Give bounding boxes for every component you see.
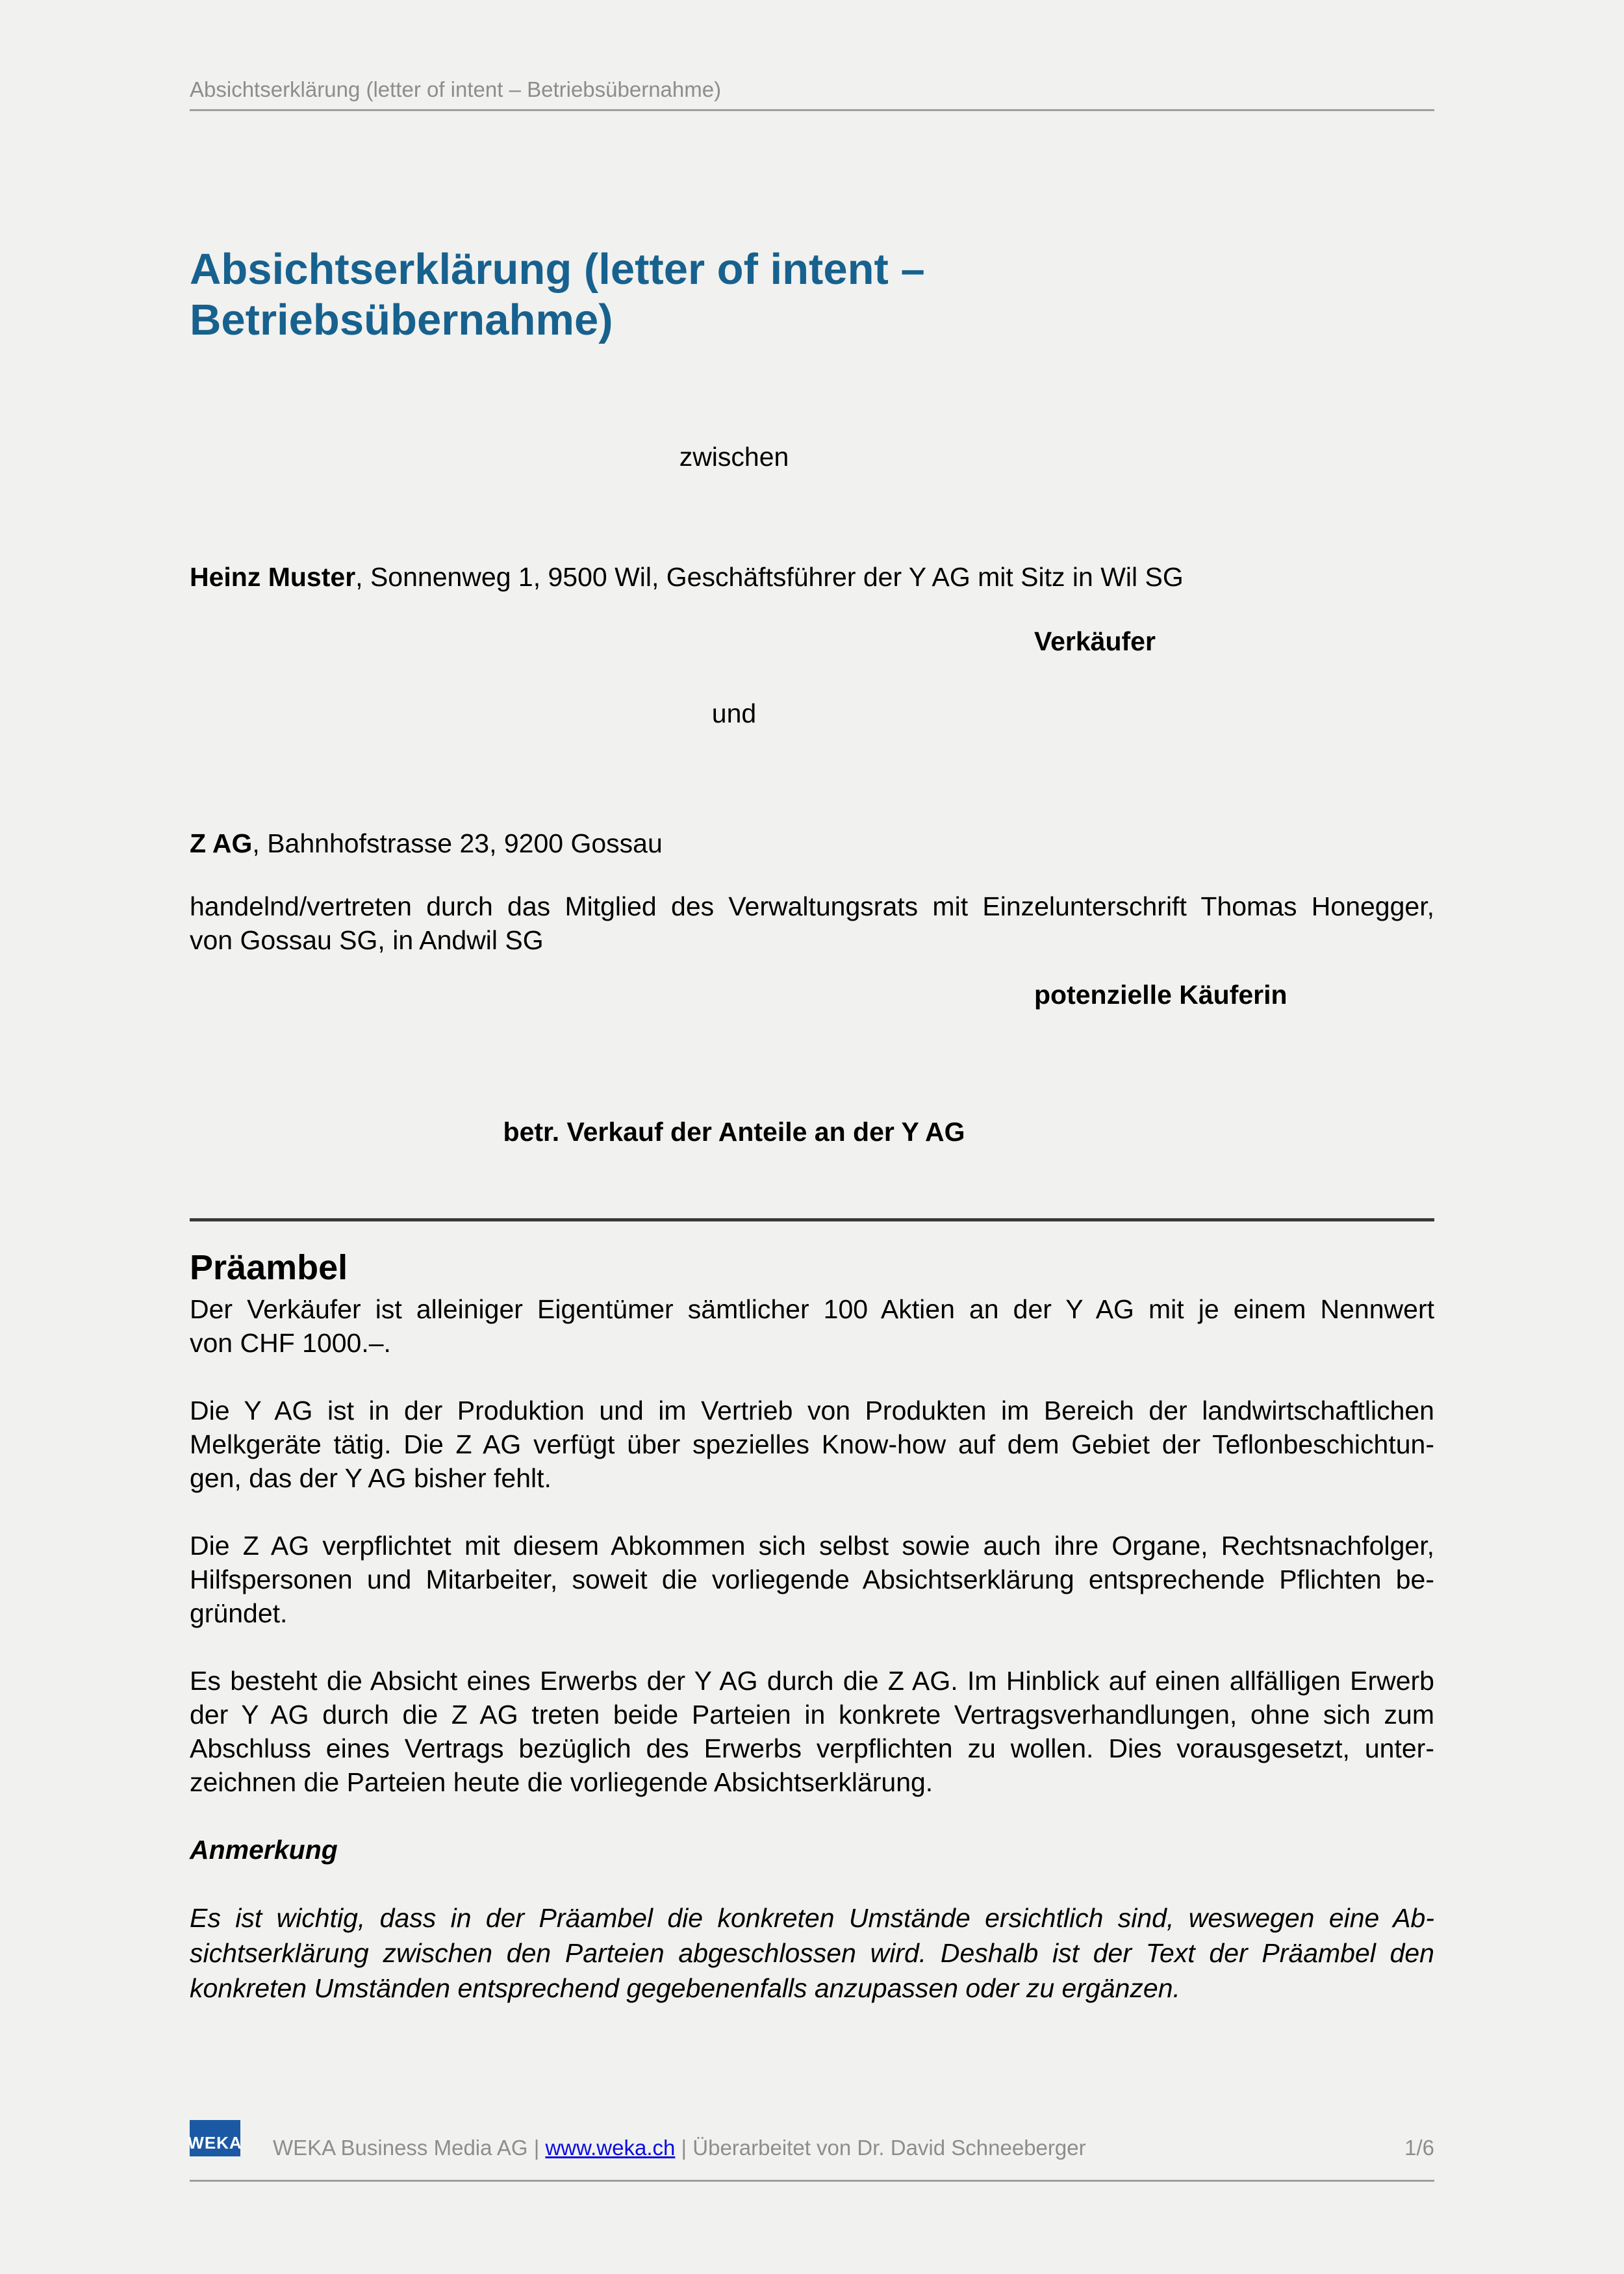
preamble-paragraph-2: Die Y AG ist in der Produktion und im Vertrieb von Produkten im Bereich der landwirtschaftlichen Melkgeräte tätig. Die Z AG verfügt über spezielles Know-how auf dem Gebiet der Teflonbeschichtun- gen, das der Y AG bisher fehlt. xyxy=(190,1396,1434,1493)
footer-company: WEKA Business Media AG xyxy=(273,2136,528,2160)
buyer-representation: handelnd/vertreten durch das Mitglied des Verwaltungsrats mit Einzelunterschrift Thomas Honegger, von Gossau SG, in Andwil SG xyxy=(190,891,1434,955)
footer-link[interactable]: www.weka.ch xyxy=(545,2136,676,2160)
subject-line: betr. Verkauf der Anteile an der Y AG xyxy=(503,1117,965,1147)
and-label: und xyxy=(711,698,757,728)
footer-pipe-1: | xyxy=(533,2136,540,2160)
preamble-paragraph-3: Die Z AG verpflichtet mit diesem Abkommen sich selbst sowie auch ihre Organe, Rechtsnachfolger, Hilfspersonen und Mitarbeiter, soweit die vorliegende Absichtserklärung entsprechende Pflichten be- gründet. xyxy=(190,1531,1434,1628)
header-rule xyxy=(190,109,1434,111)
note-paragraph: Es ist wichtig, dass in der Präambel die konkreten Umstände ersichtlich sind, weswegen eine Ab- sichtserklärung zwischen den Parteien abgeschlossen wird. Deshalb ist der Text der Präambel den konkreten Umständen entsprechend gegebenenfalls anzupassen oder zu ergänzen. xyxy=(190,1903,1434,2003)
footer-text xyxy=(273,2134,1247,2162)
buyer-line xyxy=(190,826,1434,860)
preamble-paragraph-1: Der Verkäufer ist alleiniger Eigentümer sämtlicher 100 Aktien an der Y AG mit je einem Nennwert von CHF 1000.–. xyxy=(190,1294,1434,1358)
buyer-role-label: potenzielle Käuferin xyxy=(1034,980,1288,1010)
footer-rule xyxy=(190,2180,1434,2182)
note-heading: Anmerkung xyxy=(190,1835,338,1865)
preamble-paragraph-4: Es besteht die Absicht eines Erwerbs der Y AG durch die Z AG. Im Hinblick auf einen allfälligen Erwerb der Y AG durch die Z AG treten beide Parteien in konkrete Vertragsverhandlungen, ohne sich zum Abschluss eines Vertrags bezüglich des Erwerbs verpflichten zu wollen. Dies vorausgesetzt, unter- zeichnen die Parteien heute die vorliegende Absichtserklärung. xyxy=(190,1666,1434,1797)
running-header: Absichtserklärung (letter of intent – Betriebsübernahme) xyxy=(190,77,722,101)
weka-logo xyxy=(190,2120,240,2156)
seller-details: , Sonnenweg 1, 9500 Wil, Geschäftsführer der Y AG mit Sitz in Wil SG xyxy=(355,562,1184,592)
footer-pipe-2: | xyxy=(681,2136,687,2160)
page-number: 1/6 xyxy=(1404,2136,1434,2160)
page-title: Absichtserklärung (letter of intent – Betriebsübernahme) xyxy=(190,245,925,344)
weka-logo-text: WEKA xyxy=(188,2133,242,2153)
section-divider xyxy=(190,1218,1434,1221)
seller-line xyxy=(190,560,1434,594)
between-label: zwischen xyxy=(679,442,789,472)
seller-role-label: Verkäufer xyxy=(1034,626,1156,656)
buyer-details: , Bahnhofstrasse 23, 9200 Gossau xyxy=(252,828,663,858)
preamble-heading: Präambel xyxy=(190,1248,348,1287)
seller-name: Heinz Muster xyxy=(190,562,356,592)
footer-credit: Überarbeitet von Dr. David Schneeberger xyxy=(692,2136,1086,2160)
buyer-name: Z AG xyxy=(190,828,253,858)
